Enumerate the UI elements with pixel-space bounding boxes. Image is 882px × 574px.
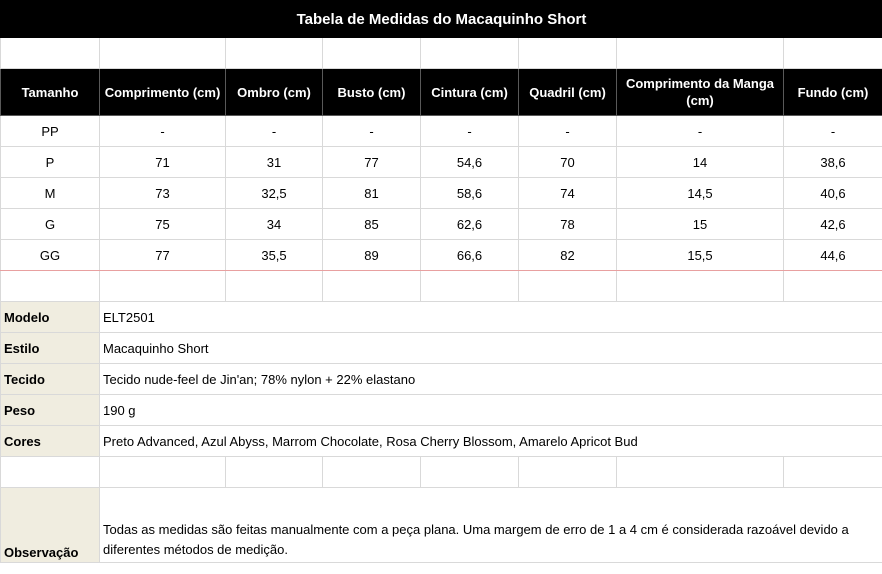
table-cell[interactable]: -: [519, 116, 617, 147]
table-cell[interactable]: 40,6: [784, 178, 882, 209]
table-cell[interactable]: 71: [100, 147, 226, 178]
info-value[interactable]: Tecido nude-feel de Jin'an; 78% nylon + 22% elastano: [100, 364, 882, 395]
info-label[interactable]: Tecido: [1, 364, 100, 395]
table-cell[interactable]: -: [100, 116, 226, 147]
info-row-tecido: [1, 364, 882, 395]
empty-cell[interactable]: [519, 271, 617, 302]
column-header[interactable]: Comprimento (cm): [100, 69, 226, 116]
empty-cell[interactable]: [100, 457, 226, 488]
table-title: Tabela de Medidas do Macaquinho Short: [1, 1, 882, 38]
table-cell[interactable]: 89: [323, 240, 421, 271]
observation-label[interactable]: Observação: [1, 488, 100, 563]
info-value[interactable]: Preto Advanced, Azul Abyss, Marrom Chocolate, Rosa Cherry Blossom, Amarelo Apricot Bud: [100, 426, 882, 457]
empty-cell[interactable]: [226, 38, 323, 69]
empty-cell[interactable]: [784, 271, 882, 302]
info-value[interactable]: ELT2501: [100, 302, 882, 333]
empty-cell[interactable]: [226, 271, 323, 302]
info-label[interactable]: Cores: [1, 426, 100, 457]
empty-cell[interactable]: [519, 38, 617, 69]
table-cell[interactable]: 70: [519, 147, 617, 178]
header-row: [1, 69, 882, 116]
empty-cell[interactable]: [100, 38, 226, 69]
table-row: [1, 147, 882, 178]
table-cell[interactable]: 15: [617, 209, 784, 240]
empty-cell[interactable]: [617, 38, 784, 69]
table-cell[interactable]: 81: [323, 178, 421, 209]
table-cell[interactable]: 77: [323, 147, 421, 178]
table-cell[interactable]: P: [1, 147, 100, 178]
table-cell[interactable]: 42,6: [784, 209, 882, 240]
empty-cell[interactable]: [617, 271, 784, 302]
empty-cell[interactable]: [1, 38, 100, 69]
column-header[interactable]: Quadril (cm): [519, 69, 617, 116]
empty-cell[interactable]: [617, 457, 784, 488]
table-cell[interactable]: 82: [519, 240, 617, 271]
table-row: [1, 178, 882, 209]
table-row: [1, 209, 882, 240]
table-row: [1, 116, 882, 147]
column-header[interactable]: Ombro (cm): [226, 69, 323, 116]
table-cell[interactable]: 31: [226, 147, 323, 178]
info-row-cores: [1, 426, 882, 457]
empty-cell[interactable]: [421, 457, 519, 488]
column-header[interactable]: Fundo (cm): [784, 69, 882, 116]
empty-cell[interactable]: [100, 271, 226, 302]
table-cell[interactable]: 73: [100, 178, 226, 209]
observation-row: [1, 488, 882, 563]
info-label[interactable]: Modelo: [1, 302, 100, 333]
table-cell[interactable]: 14,5: [617, 178, 784, 209]
info-value[interactable]: 190 g: [100, 395, 882, 426]
table-cell[interactable]: -: [784, 116, 882, 147]
column-header[interactable]: Cintura (cm): [421, 69, 519, 116]
table-cell[interactable]: -: [617, 116, 784, 147]
table-cell[interactable]: 54,6: [421, 147, 519, 178]
table-row: [1, 240, 882, 271]
empty-cell[interactable]: [421, 38, 519, 69]
table-cell[interactable]: 35,5: [226, 240, 323, 271]
table-cell[interactable]: 66,6: [421, 240, 519, 271]
observation-text[interactable]: Todas as medidas são feitas manualmente com a peça plana. Uma margem de erro de 1 a 4 cm é considerada razoável devido a diferentes métodos de medição.: [100, 488, 882, 563]
table-cell[interactable]: 77: [100, 240, 226, 271]
info-row-peso: [1, 395, 882, 426]
column-header[interactable]: Comprimento da Manga (cm): [617, 69, 784, 116]
table-cell[interactable]: 38,6: [784, 147, 882, 178]
info-label[interactable]: Peso: [1, 395, 100, 426]
empty-cell[interactable]: [1, 271, 100, 302]
column-header[interactable]: Busto (cm): [323, 69, 421, 116]
info-value[interactable]: Macaquinho Short: [100, 333, 882, 364]
table-cell[interactable]: GG: [1, 240, 100, 271]
table-cell[interactable]: M: [1, 178, 100, 209]
table-cell[interactable]: 74: [519, 178, 617, 209]
table-cell[interactable]: -: [323, 116, 421, 147]
empty-cell[interactable]: [323, 271, 421, 302]
blank-row: [1, 457, 882, 488]
table-cell[interactable]: 32,5: [226, 178, 323, 209]
table-cell[interactable]: 44,6: [784, 240, 882, 271]
table-cell[interactable]: 58,6: [421, 178, 519, 209]
table-cell[interactable]: 62,6: [421, 209, 519, 240]
table-cell[interactable]: G: [1, 209, 100, 240]
blank-row: [1, 271, 882, 302]
table-cell[interactable]: 14: [617, 147, 784, 178]
empty-cell[interactable]: [1, 457, 100, 488]
empty-cell[interactable]: [421, 271, 519, 302]
table-cell[interactable]: 85: [323, 209, 421, 240]
blank-row: [1, 38, 882, 69]
empty-cell[interactable]: [519, 457, 617, 488]
info-row-estilo: [1, 333, 882, 364]
empty-cell[interactable]: [784, 457, 882, 488]
table-cell[interactable]: -: [226, 116, 323, 147]
title-row: [1, 1, 882, 38]
info-row-modelo: [1, 302, 882, 333]
empty-cell[interactable]: [323, 38, 421, 69]
table-cell[interactable]: 75: [100, 209, 226, 240]
empty-cell[interactable]: [784, 38, 882, 69]
table-cell[interactable]: 34: [226, 209, 323, 240]
table-cell[interactable]: -: [421, 116, 519, 147]
empty-cell[interactable]: [323, 457, 421, 488]
table-cell[interactable]: 15,5: [617, 240, 784, 271]
table-cell[interactable]: PP: [1, 116, 100, 147]
table-cell[interactable]: 78: [519, 209, 617, 240]
column-header[interactable]: Tamanho: [1, 69, 100, 116]
info-label[interactable]: Estilo: [1, 333, 100, 364]
empty-cell[interactable]: [226, 457, 323, 488]
